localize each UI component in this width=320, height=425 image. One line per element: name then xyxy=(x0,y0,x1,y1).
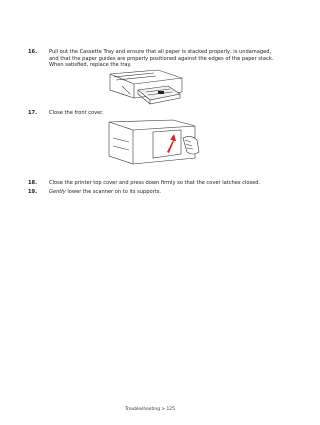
footer-section: Troubleshooting xyxy=(125,407,160,412)
footer-separator: > xyxy=(161,407,166,412)
step-text xyxy=(49,189,281,196)
step-number: 19. xyxy=(28,189,38,195)
step-text: Pull out the Cassette Tray and ensure that all paper is stacked properly, is undamaged, and that the paper guides are properly positioned against the edges of the paper stack. When satisfied, replace the tray. xyxy=(49,49,274,69)
step-emphasis: Gently xyxy=(49,189,66,195)
step-17 xyxy=(28,110,281,117)
step-text: Close the front cover. xyxy=(49,110,104,116)
step-number: 18. xyxy=(28,180,38,186)
footer-page-number: 125 xyxy=(166,407,175,412)
step-text: Close the printer top cover and press down firmly so that the cover latches closed. xyxy=(49,180,261,186)
front-cover-illustration xyxy=(103,118,203,168)
step-18 xyxy=(28,180,281,187)
step-19 xyxy=(28,189,281,196)
step-16 xyxy=(28,49,281,69)
step-number: 17. xyxy=(28,110,38,116)
page-footer xyxy=(0,407,300,412)
step-number: 16. xyxy=(28,49,38,55)
step-text-rest: lower the scanner on to its supports. xyxy=(65,189,161,195)
cassette-tray-illustration xyxy=(102,68,186,106)
